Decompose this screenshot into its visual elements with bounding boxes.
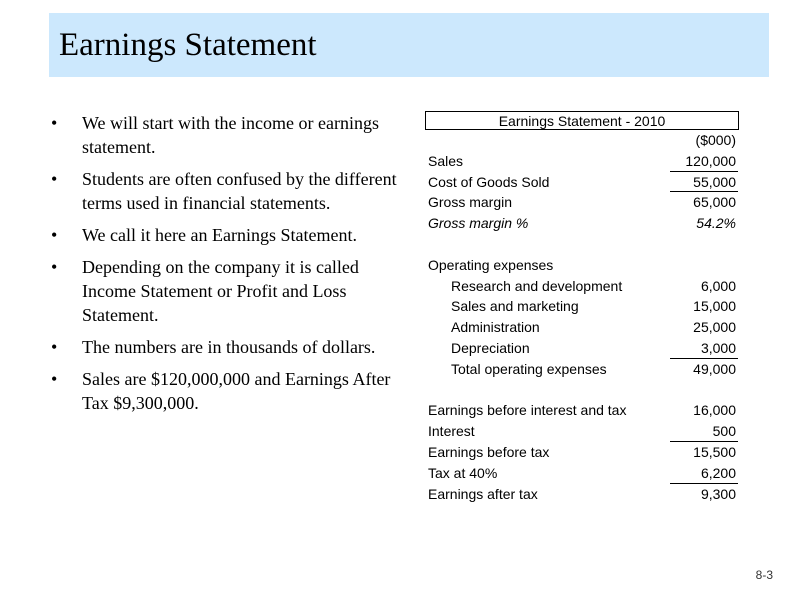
bullet-text: The numbers are in thousands of dollars. <box>82 337 376 357</box>
table-row <box>424 338 740 359</box>
row-value: 16,000 <box>693 402 736 419</box>
bullet-icon: • <box>51 337 58 357</box>
table-row-spacer <box>424 234 740 255</box>
row-label: Administration <box>451 319 540 336</box>
row-label: Sales and marketing <box>451 298 579 315</box>
bullet-icon: • <box>51 257 58 277</box>
row-value: 9,300 <box>700 485 736 502</box>
table-row <box>424 276 740 297</box>
table-row <box>424 213 740 234</box>
table-row <box>424 192 740 213</box>
bullet-text: We will start with the income or earnings statement. <box>82 113 379 157</box>
earnings-table <box>424 111 740 504</box>
row-label: Sales <box>428 152 464 169</box>
table-row <box>424 172 740 193</box>
bullet-item <box>44 223 400 247</box>
page-number: 8-3 <box>755 568 773 582</box>
row-label: Earnings before interest and tax <box>428 402 627 419</box>
title-bar <box>49 13 769 77</box>
row-value: 120,000 <box>685 152 736 169</box>
table-row <box>424 255 740 276</box>
row-value: 6,000 <box>700 277 736 294</box>
row-label: Depreciation <box>451 339 530 356</box>
row-label: Tax at 40% <box>428 464 498 481</box>
unit-row <box>424 130 740 151</box>
row-value: 3,000 <box>700 339 736 356</box>
bullet-item <box>44 367 400 415</box>
row-value: 49,000 <box>693 360 736 377</box>
row-label: Earnings after tax <box>428 485 538 502</box>
bullet-item <box>44 167 400 215</box>
row-value: 54.2% <box>696 215 736 232</box>
row-value: 55,000 <box>693 173 736 190</box>
row-label: Interest <box>428 423 475 440</box>
bullet-item <box>44 111 400 159</box>
table-row <box>424 484 740 505</box>
row-label: Gross margin <box>428 194 513 211</box>
bullet-item <box>44 255 400 327</box>
row-value: 15,000 <box>693 298 736 315</box>
row-label: Gross margin % <box>428 215 529 232</box>
table-row <box>424 400 740 421</box>
bullet-item <box>44 335 400 359</box>
row-value: 65,000 <box>693 194 736 211</box>
table-row <box>424 442 740 463</box>
unit-label: ($000) <box>695 132 736 148</box>
table-row <box>424 359 740 380</box>
bullet-list <box>44 111 400 423</box>
bullet-icon: • <box>51 169 58 189</box>
bullet-text: Students are often confused by the different terms used in financial statements. <box>82 169 397 213</box>
row-label: Cost of Goods Sold <box>428 173 550 190</box>
row-value: 15,500 <box>693 443 736 460</box>
row-label: Total operating expenses <box>451 360 607 377</box>
row-value: 6,200 <box>700 464 736 481</box>
table-row <box>424 317 740 338</box>
row-label: Earnings before tax <box>428 443 550 460</box>
row-label: Research and development <box>451 277 623 294</box>
bullet-text: We call it here an Earnings Statement. <box>82 225 357 245</box>
slide-title: Earnings Statement <box>59 27 317 63</box>
bullet-icon: • <box>51 369 58 389</box>
table-row-spacer <box>424 380 740 401</box>
bullet-text: Sales are $120,000,000 and Earnings After Tax $9,300,000. <box>82 369 391 413</box>
bullet-text: Depending on the company it is called Income Statement or Profit and Loss Statement. <box>82 257 359 325</box>
table-row <box>424 296 740 317</box>
bullet-icon: • <box>51 225 58 245</box>
row-value: 500 <box>712 423 736 440</box>
bullet-icon: • <box>51 113 58 133</box>
row-value: 25,000 <box>693 319 736 336</box>
table-row <box>424 463 740 484</box>
table-row <box>424 151 740 172</box>
table-title: Earnings Statement - 2010 <box>425 111 739 130</box>
table-row <box>424 421 740 442</box>
row-label: Operating expenses <box>428 256 554 273</box>
